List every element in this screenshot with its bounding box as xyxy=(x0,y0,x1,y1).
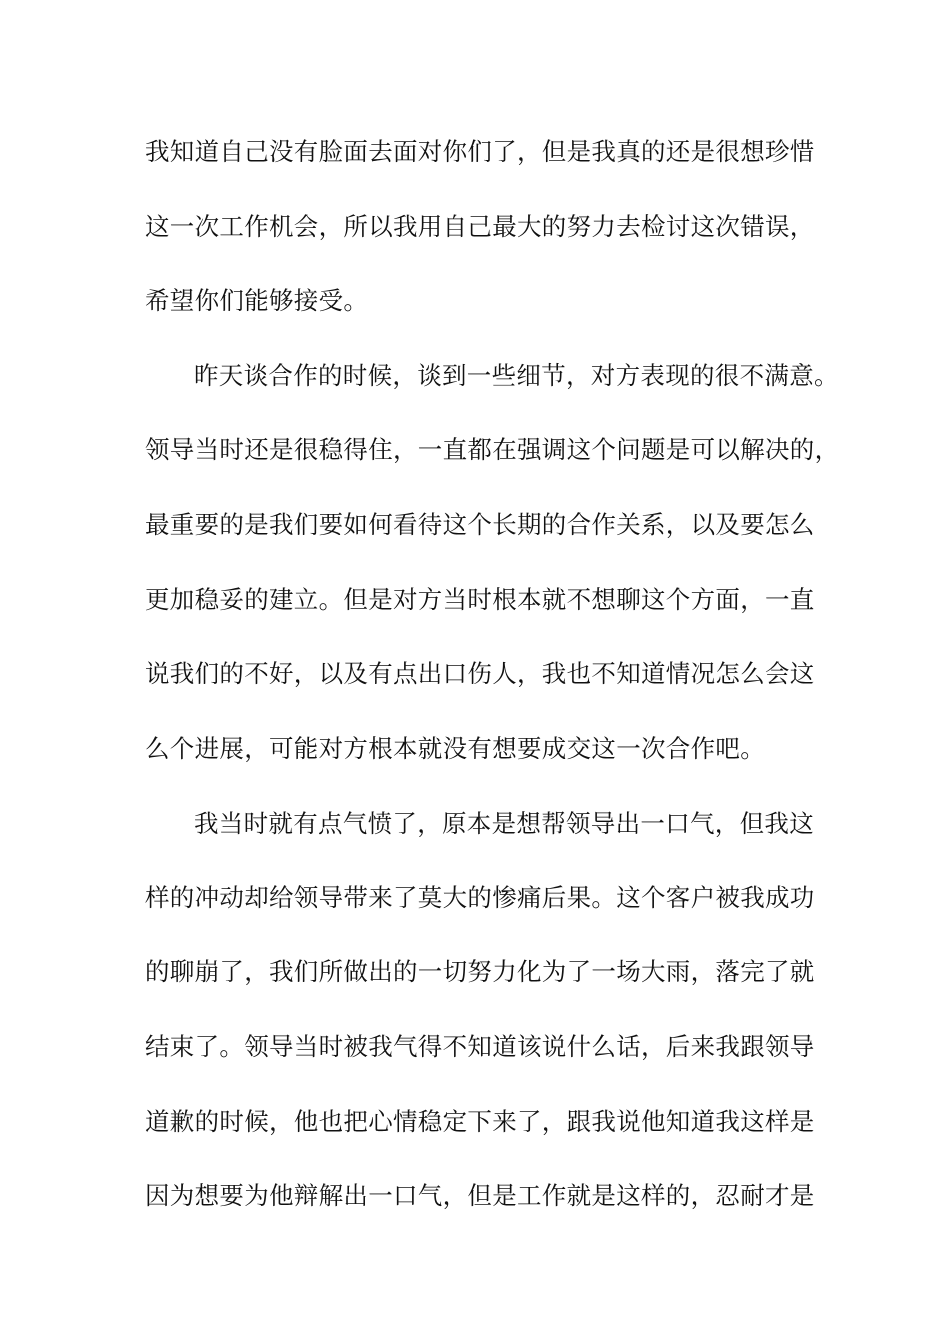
text-line: 我知道自己没有脸面去面对你们了，但是我真的还是很想珍惜 xyxy=(145,137,815,166)
text-line: 么个进展，可能对方根本就没有想要成交这一次合作吧。 xyxy=(145,734,765,763)
text-line: 样的冲动却给领导带来了莫大的惨痛后果。这个客户被我成功 xyxy=(145,883,815,912)
text-line: 道歉的时候，他也把心情稳定下来了，跟我说他知道我这样是 xyxy=(145,1107,815,1136)
text-line: 的聊崩了，我们所做出的一切努力化为了一场大雨，落完了就 xyxy=(145,957,815,986)
text-line: 因为想要为他辩解出一口气，但是工作就是这样的，忍耐才是 xyxy=(145,1181,815,1210)
text-line: 最重要的是我们要如何看待这个长期的合作关系，以及要怎么 xyxy=(145,510,815,539)
paragraph-first-line: 昨天谈合作的时候，谈到一些细节，对方表现的很不满意。 xyxy=(194,361,839,390)
text-line: 领导当时还是很稳得住，一直都在强调这个问题是可以解决的， xyxy=(145,435,840,464)
text-line: 更加稳妥的建立。但是对方当时根本就不想聊这个方面，一直 xyxy=(145,585,815,614)
paragraph-first-line: 我当时就有点气愤了，原本是想帮领导出一口气，但我这 xyxy=(194,809,814,838)
text-line: 希望你们能够接受。 xyxy=(145,286,369,315)
text-line: 这一次工作机会，所以我用自己最大的努力去检讨这次错误， xyxy=(145,212,815,241)
text-line: 说我们的不好，以及有点出口伤人，我也不知道情况怎么会这 xyxy=(145,659,815,688)
text-line: 结束了。领导当时被我气得不知道该说什么话，后来我跟领导 xyxy=(145,1032,815,1061)
